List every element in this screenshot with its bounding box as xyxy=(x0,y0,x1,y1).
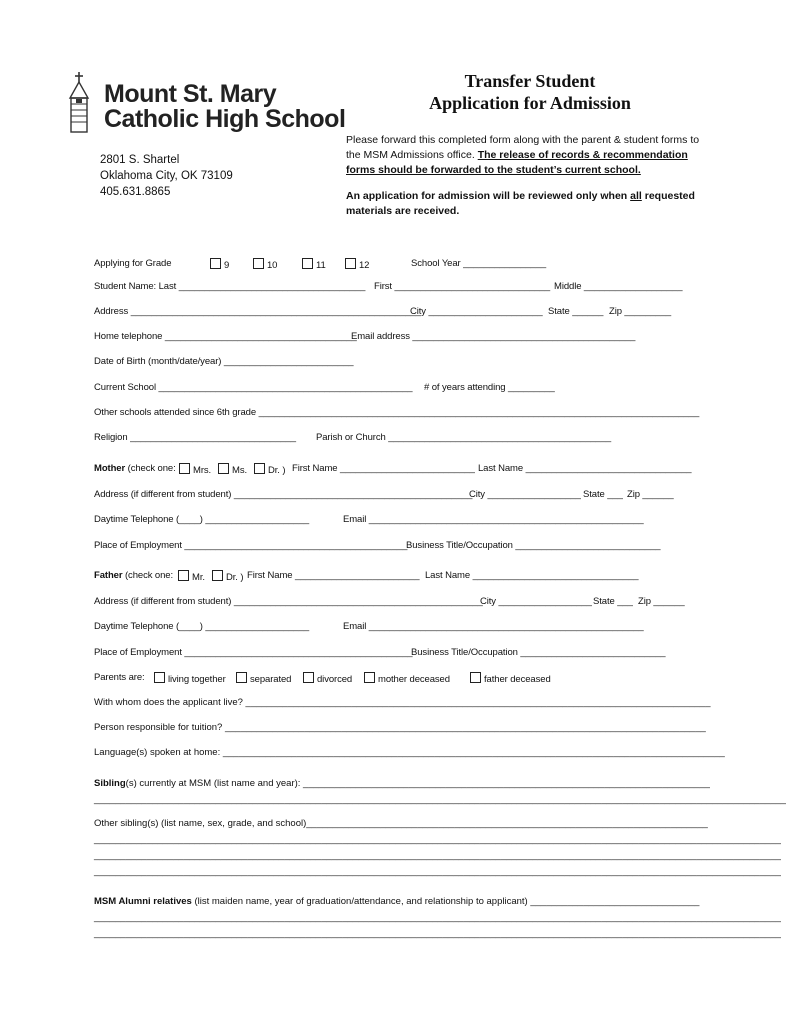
grade-11-label: 11 xyxy=(316,260,326,271)
mother-last-field[interactable]: Last Name ________________________________ xyxy=(478,463,692,474)
living-together-checkbox[interactable] xyxy=(154,672,165,683)
father-city-field[interactable]: City __________________ xyxy=(480,596,592,607)
form-title xyxy=(410,70,650,114)
other-siblings-line-4[interactable]: __________________________________________________________________________________________________________________________________ xyxy=(94,866,781,877)
grade-9-checkbox[interactable] xyxy=(210,258,221,269)
parents-are-label: Parents are: xyxy=(94,672,145,683)
grade-10-label: 10 xyxy=(267,260,278,271)
current-school-field[interactable]: Current School _________________________________________________ xyxy=(94,382,413,393)
father-check-label: (check one: xyxy=(124,570,173,581)
dob-field[interactable]: Date of Birth (month/date/year) _________________________ xyxy=(94,356,354,367)
grade-label: Applying for Grade xyxy=(94,258,172,269)
father-state-field[interactable]: State ___ xyxy=(593,596,633,607)
student-last-field[interactable]: Student Name: Last ____________________________________ xyxy=(94,281,366,292)
address-street: 2801 S. Shartel xyxy=(100,154,180,166)
father-deceased-label: father deceased xyxy=(484,674,551,685)
mother-employment-field[interactable]: Place of Employment ___________________________________________ xyxy=(94,540,408,551)
student-first-field[interactable]: First ______________________________ xyxy=(374,281,551,292)
other-siblings-line-3[interactable]: __________________________________________________________________________________________________________________________________ xyxy=(94,850,781,861)
mother-email-field[interactable]: Email _____________________________________________________ xyxy=(343,514,644,525)
mother-day-tel-field[interactable]: Daytime Telephone (____) ____________________ xyxy=(94,514,310,525)
dr-father-checkbox[interactable] xyxy=(212,570,223,581)
years-attending-field[interactable]: # of years attending _________ xyxy=(424,382,555,393)
mother-address-field[interactable]: Address (if different from student) ______________________________________________ xyxy=(94,489,473,500)
mrs-label: Mrs. xyxy=(193,465,212,476)
city-field[interactable]: City ______________________ xyxy=(410,306,543,317)
father-employment-field[interactable]: Place of Employment ____________________________________________ xyxy=(94,647,413,658)
other-schools-field[interactable]: Other schools attended since 6th grade _____________________________________________________________________________________ xyxy=(94,407,700,418)
dr-mother-label: Dr. ) xyxy=(268,465,286,476)
school-bell-tower-logo xyxy=(66,72,92,134)
father-label: Father xyxy=(94,570,123,581)
other-siblings-line-2[interactable]: __________________________________________________________________________________________________________________________________ xyxy=(94,834,781,845)
grade-12-label: 12 xyxy=(359,260,370,271)
grade-11-checkbox[interactable] xyxy=(302,258,313,269)
father-day-tel-field[interactable]: Daytime Telephone (____) ____________________ xyxy=(94,621,310,632)
tuition-field[interactable]: Person responsible for tuition? ___________________________________________________________________________________________ xyxy=(94,722,706,733)
mother-check-label: (check one: xyxy=(127,463,176,474)
mrs-checkbox[interactable] xyxy=(179,463,190,474)
separated-checkbox[interactable] xyxy=(236,672,247,683)
zip-field[interactable]: Zip _________ xyxy=(609,306,672,317)
mother-zip-field[interactable]: Zip ______ xyxy=(627,489,674,500)
father-address-field[interactable]: Address (if different from student) ________________________________________________ xyxy=(94,596,483,607)
mother-business-field[interactable]: Business Title/Occupation ____________________________ xyxy=(406,540,661,551)
father-zip-field[interactable]: Zip ______ xyxy=(638,596,685,607)
school-name xyxy=(104,82,345,132)
form-title-line2: Application for Admission xyxy=(429,93,631,113)
alumni-label: MSM Alumni relatives xyxy=(94,896,192,907)
father-first-field[interactable]: First Name ________________________ xyxy=(247,570,420,581)
mother-label: Mother xyxy=(94,463,126,474)
alumni-label-rest: (list maiden name, year of graduation/attendance, and relationship to applicant) ________________________________ xyxy=(191,896,700,907)
dr-mother-checkbox[interactable] xyxy=(254,463,265,474)
instructions-emphasis: The release of records & recommendation forms should be forwarded to the student’s current school. xyxy=(346,149,688,176)
father-business-field[interactable]: Business Title/Occupation ____________________________ xyxy=(411,647,666,658)
review-note-b: requested materials are received. xyxy=(346,190,695,217)
instructions xyxy=(346,133,706,178)
grade-12-checkbox[interactable] xyxy=(345,258,356,269)
school-year-field[interactable]: School Year ________________ xyxy=(411,258,547,269)
other-siblings-field[interactable]: Other sibling(s) (list name, sex, grade, and school)____________________________________________________________________________ xyxy=(94,818,708,829)
school-phone: 405.631.8865 xyxy=(100,186,171,198)
school-name-line2: Catholic High School xyxy=(104,105,346,133)
living-together-label: living together xyxy=(168,674,226,685)
siblings-label-rest: (s) currently at MSM (list name and year): _____________________________________________________________________________ xyxy=(125,778,710,789)
with-whom-field[interactable]: With whom does the applicant live? ________________________________________________________________________________________ xyxy=(94,697,711,708)
school-name-line1: Mount St. Mary xyxy=(104,80,277,108)
dr-father-label: Dr. ) xyxy=(226,572,244,583)
mother-state-field[interactable]: State ___ xyxy=(583,489,623,500)
address-field[interactable]: Address ________________________________________________________ xyxy=(94,306,421,317)
father-email-field[interactable]: Email _____________________________________________________ xyxy=(343,621,644,632)
alumni-line-2[interactable]: __________________________________________________________________________________________________________________________________ xyxy=(94,912,781,923)
alumni-line-3[interactable]: __________________________________________________________________________________________________________________________________ xyxy=(94,928,781,939)
mother-deceased-checkbox[interactable] xyxy=(364,672,375,683)
father-last-field[interactable]: Last Name ________________________________ xyxy=(425,570,639,581)
state-field[interactable]: State ______ xyxy=(548,306,604,317)
mother-deceased-label: mother deceased xyxy=(378,674,450,685)
home-telephone-field[interactable]: Home telephone _____________________________________ xyxy=(94,331,357,342)
address-city: Oklahoma City, OK 73109 xyxy=(100,170,233,182)
siblings-line-2[interactable]: ___________________________________________________________________________________________________________________________________ xyxy=(94,794,786,805)
review-note xyxy=(346,189,706,219)
ms-label: Ms. xyxy=(232,465,248,476)
divorced-checkbox[interactable] xyxy=(303,672,314,683)
father-deceased-checkbox[interactable] xyxy=(470,672,481,683)
alumni-field[interactable] xyxy=(94,896,699,908)
school-address xyxy=(100,152,233,200)
siblings-label: Sibling xyxy=(94,778,126,789)
form-title-line1: Transfer Student xyxy=(464,71,596,91)
siblings-field[interactable] xyxy=(94,778,710,790)
email-field[interactable]: Email address ___________________________________________ xyxy=(351,331,636,342)
mr-label: Mr. xyxy=(192,572,205,583)
separated-label: separated xyxy=(250,674,292,685)
languages-field[interactable]: Language(s) spoken at home: _______________________________________________________________________________________________ xyxy=(94,747,725,758)
divorced-label: divorced xyxy=(317,674,353,685)
instructions-text: Please forward this completed form along with the parent & student forms to the MSM Admissions office. xyxy=(346,134,700,161)
ms-checkbox[interactable] xyxy=(218,463,229,474)
mother-city-field[interactable]: City __________________ xyxy=(469,489,581,500)
mr-checkbox[interactable] xyxy=(178,570,189,581)
religion-field[interactable]: Religion ________________________________ xyxy=(94,432,296,443)
parish-field[interactable]: Parish or Church ___________________________________________ xyxy=(316,432,612,443)
grade-9-label: 9 xyxy=(224,260,230,271)
review-note-all: all xyxy=(630,190,642,202)
mother-first-field[interactable]: First Name __________________________ xyxy=(292,463,475,474)
student-middle-field[interactable]: Middle ___________________ xyxy=(554,281,683,292)
review-note-a: An application for admission will be reviewed only when xyxy=(346,190,631,202)
grade-10-checkbox[interactable] xyxy=(253,258,264,269)
